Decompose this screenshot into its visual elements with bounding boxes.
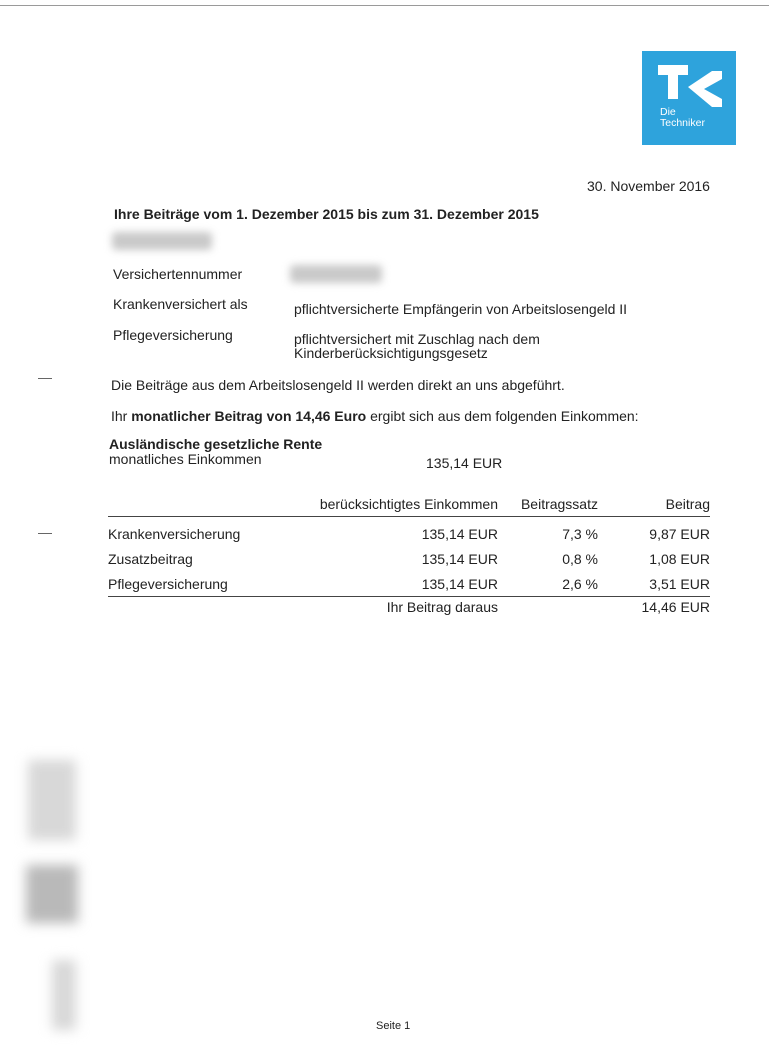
row-rate: 0,8 % [562, 550, 598, 567]
margin-fold-mark [38, 378, 52, 379]
income-heading: Ausländische gesetzliche Rente [109, 436, 323, 452]
row-rate: 7,3 % [562, 525, 598, 542]
table-row [108, 546, 710, 571]
detail-label-krankenversichert: Krankenversichert als [113, 296, 248, 312]
detail-value-pflege-line2: Kinderberücksichtigungsgesetz [294, 345, 488, 361]
paragraph-direct-payment: Die Beiträge aus dem Arbeitslosengeld II werden direkt an uns abgeführt. [111, 377, 565, 393]
row-contribution: 9,87 EUR [649, 525, 710, 542]
letter-date: 30. November 2016 [587, 178, 710, 194]
tk-logo [642, 51, 736, 145]
table-header-income: berücksichtigtes Einkommen [319, 496, 498, 512]
redacted-name [112, 232, 212, 250]
table-row [108, 571, 710, 597]
top-edge-line [0, 5, 769, 6]
table-total-row [108, 597, 710, 622]
income-sublabel: monatliches Einkommen [109, 451, 262, 467]
table-header-empty [108, 496, 298, 517]
redacted-margin-block [52, 960, 76, 1030]
row-label: Zusatzbeitrag [108, 550, 193, 567]
redacted-insurance-number [290, 265, 382, 283]
detail-value-krankenversichert: pflichtversicherte Empfängerin von Arbeitslosengeld II [294, 301, 628, 317]
row-rate: 2,6 % [562, 575, 598, 592]
table-header-row [108, 496, 710, 517]
logo-line-die: Die [660, 106, 676, 118]
page-number: Seite 1 [376, 1020, 411, 1032]
row-income: 135,14 EUR [421, 550, 498, 567]
paragraph-bold-amount: monatlicher Beitrag von 14,46 Euro [131, 408, 367, 424]
redacted-margin-block [26, 865, 78, 923]
table-header-rate: Beitragssatz [520, 496, 598, 512]
table-header-contribution: Beitrag [665, 496, 710, 512]
row-contribution: 3,51 EUR [649, 575, 710, 592]
margin-fold-mark [38, 533, 52, 534]
detail-label-pflegeversicherung: Pflegeversicherung [113, 327, 233, 343]
logo-line-techniker: Techniker [660, 117, 705, 129]
income-value: 135,14 EUR [426, 455, 503, 471]
contribution-table [108, 496, 710, 621]
paragraph-post: ergibt sich aus dem folgenden Einkommen: [366, 408, 639, 424]
row-income: 135,14 EUR [421, 575, 498, 592]
letter-title: Ihre Beiträge vom 1. Dezember 2015 bis zum 31. Dezember 2015 [114, 206, 539, 222]
row-label: Pflegeversicherung [108, 575, 228, 592]
logo-wordmark [660, 107, 705, 129]
redacted-margin-block [28, 760, 76, 840]
row-contribution: 1,08 EUR [649, 550, 710, 567]
detail-label-versichertennummer: Versichertennummer [113, 266, 243, 282]
paragraph-pre: Ihr [111, 408, 132, 424]
paragraph-monthly-contribution [111, 408, 639, 424]
total-value: 14,46 EUR [641, 599, 710, 615]
total-label: Ihr Beitrag daraus [386, 599, 498, 615]
detail-value-pflege-line1: pflichtversichert mit Zuschlag nach dem [294, 331, 540, 347]
table-row [108, 517, 710, 547]
tk-logo-mark [642, 51, 736, 145]
row-income: 135,14 EUR [421, 525, 498, 542]
row-label: Krankenversicherung [108, 525, 241, 542]
